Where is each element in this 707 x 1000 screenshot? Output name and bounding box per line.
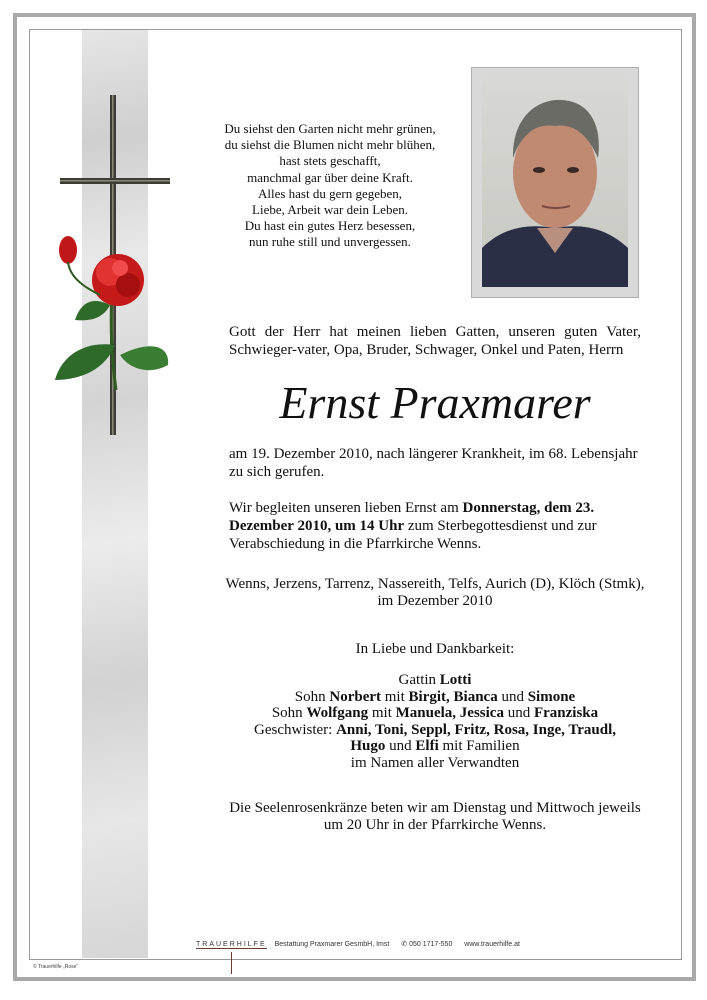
website-link[interactable]: www.trauerhilfe.at [464, 941, 520, 948]
poem [200, 121, 460, 251]
deceased-name: Ernst Praxmarer [279, 377, 591, 428]
rosary-line: Die Seelenrosenkränze beten wir am Dienstag und Mittwoch jeweils [229, 800, 641, 816]
logo-stem [231, 952, 232, 974]
portrait-photo [482, 78, 628, 287]
poem-line: Alles hast du gern gegeben, [257, 185, 403, 201]
family-list [200, 672, 670, 771]
poem-line: manchmal gar über deine Kraft. [247, 169, 413, 185]
death-notice: am 19. Dezember 2010, nach längerer Krankheit, im 68. Lebensjahr zu sich gerufen. [229, 446, 638, 480]
poem-line: Du siehst den Garten nicht mehr grünen, [224, 121, 436, 136]
poem-line: Liebe, Arbeit war dein Leben. [252, 202, 408, 218]
rosary-info [200, 800, 670, 833]
copyright: © Trauerhilfe „Rose“ [33, 964, 79, 970]
family-line: Sohn Wolfgang mit Manuela, Jessica und Franziska [271, 705, 599, 721]
places-line: Wenns, Jerzens, Tarrenz, Nassereith, Telfs, Aurich (D), Klöch (Stmk), [225, 576, 645, 592]
poem-line: Du hast ein gutes Herz besessen, [244, 218, 416, 234]
family-line: Geschwister: Anni, Toni, Seppl, Fritz, Rosa, Inge, Traudl, [254, 721, 616, 738]
family-line: Sohn Norbert mit Birgit, Bianca und Simone [294, 688, 576, 705]
intro-text: Gott der Herr hat meinen lieben Gatten, unseren guten Vater, Schwieger-vater, Opa, Bruder, Schwager, Onkel und Paten, Herrn [229, 324, 641, 358]
poem-line: nun ruhe still und unvergessen. [249, 234, 411, 250]
places-line: im Dezember 2010 [377, 592, 493, 609]
funeral-info [229, 499, 641, 553]
family-line: im Namen aller Verwandten [350, 754, 520, 771]
places [200, 576, 670, 609]
trauerhilfe-logo: TRAUERHILFE [196, 941, 267, 948]
footer [196, 940, 520, 948]
rosary-line: um 20 Uhr in der Pfarrkirche Wenns. [323, 816, 547, 833]
family-line: Gattin Lotti [398, 672, 472, 688]
funeral-pre: Wir begleiten unseren lieben Ernst am [229, 500, 463, 516]
company-name: Bestattung Praxmarer GesmbH, Imst [274, 941, 390, 948]
phone-icon: ✆ [401, 941, 408, 948]
funeral-post: zum Sterbegottesdienst und zur Verabschiedung in die Pfarrkirche Wenns. [229, 518, 597, 552]
phone-number: 050 1717-550 [409, 941, 453, 948]
poem-line: du siehst die Blumen nicht mehr blühen, [224, 137, 436, 153]
family-line: Hugo und Elfi mit Familien [350, 738, 520, 754]
poem-line: hast stets geschafft, [279, 153, 381, 169]
gratitude: In Liebe und Dankbarkeit: [355, 641, 515, 657]
cross-with-rose-icon [40, 90, 180, 440]
portrait-frame [471, 67, 639, 298]
funeral-date: Donnerstag, dem 23. Dezember 2010, um 14 Uhr [229, 500, 595, 534]
